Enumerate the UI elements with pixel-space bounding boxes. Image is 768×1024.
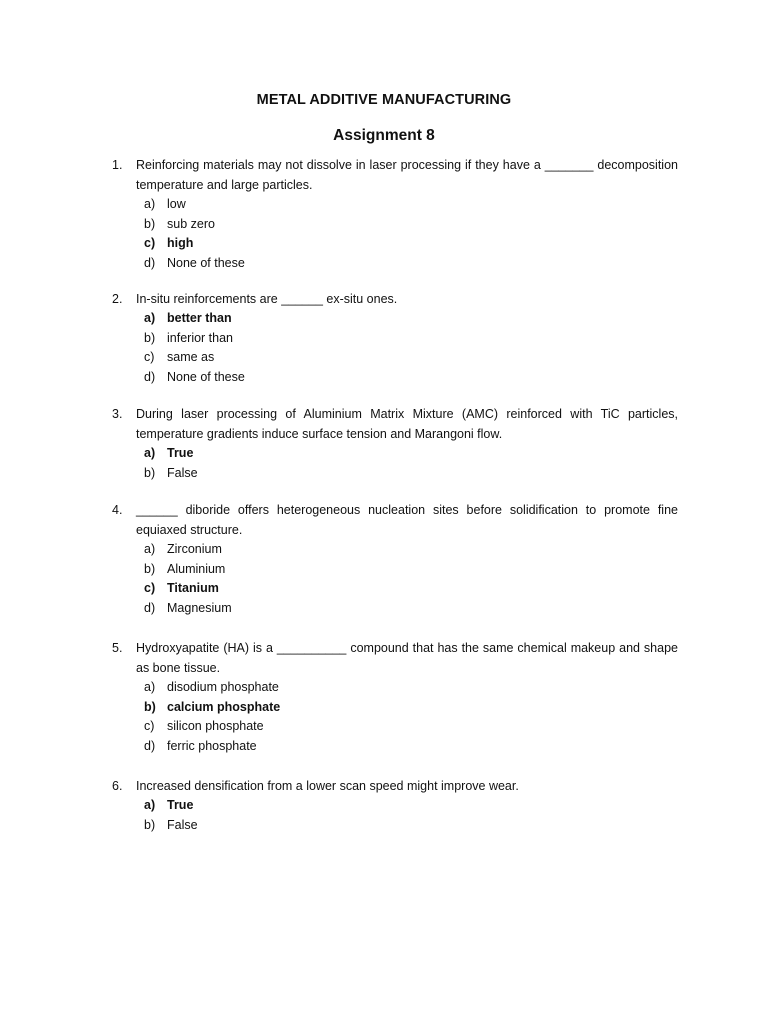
option-letter: d) <box>144 255 156 270</box>
answer-option <box>144 816 678 836</box>
option-text: True <box>167 446 194 460</box>
option-letter: b) <box>144 330 156 345</box>
option-text: False <box>167 817 198 832</box>
option-letter: a) <box>144 680 156 694</box>
answer-options <box>144 678 678 756</box>
question-item <box>112 404 678 483</box>
question-text: Hydroxyapatite (HA) is a __________ compound that has the same chemical makeup and shape as bone tissue. <box>136 641 678 675</box>
question-list <box>112 155 678 835</box>
option-text: True <box>167 798 194 812</box>
answer-option <box>144 540 678 560</box>
answer-option <box>144 195 678 215</box>
option-letter: c) <box>144 350 155 364</box>
question-number: 3. <box>112 407 123 421</box>
answer-option <box>144 678 678 698</box>
answer-options <box>144 195 678 273</box>
option-text: high <box>167 236 194 250</box>
option-letter: b) <box>144 216 156 231</box>
question-text: Increased densification from a lower scan speed might improve wear. <box>136 779 519 793</box>
answer-option <box>144 215 678 235</box>
question-item <box>112 289 678 387</box>
answer-option <box>144 254 678 274</box>
answer-option <box>144 737 678 757</box>
answer-option-correct <box>144 579 678 599</box>
option-letter: d) <box>144 369 156 384</box>
option-letter: b) <box>144 699 156 714</box>
option-letter: a) <box>144 798 156 812</box>
answer-option <box>144 717 678 737</box>
option-text: None of these <box>167 255 245 270</box>
question-text: During laser processing of Aluminium Matrix Mixture (AMC) reinforced with TiC particles, temperature gradients induce surface tension and Marangoni flow. <box>136 407 678 441</box>
option-letter: c) <box>144 236 156 250</box>
question-number: 1. <box>112 158 123 172</box>
answer-option <box>144 599 678 619</box>
option-text: Zirconium <box>167 542 222 556</box>
answer-option-correct <box>144 444 678 464</box>
option-letter: d) <box>144 738 156 753</box>
question-item <box>112 155 678 273</box>
answer-option-correct <box>144 309 678 329</box>
option-text: low <box>167 197 186 211</box>
question-number: 5. <box>112 641 123 655</box>
option-text: better than <box>167 311 232 325</box>
option-letter: c) <box>144 581 156 595</box>
option-text: silicon phosphate <box>167 719 264 733</box>
option-text: Aluminium <box>167 561 226 576</box>
option-text: sub zero <box>167 216 215 231</box>
answer-option-correct <box>144 234 678 254</box>
question-item <box>112 776 678 835</box>
option-letter: b) <box>144 465 156 480</box>
option-text: Magnesium <box>167 600 232 615</box>
answer-options <box>144 540 678 618</box>
option-letter: a) <box>144 311 156 325</box>
question-number: 2. <box>112 292 123 306</box>
option-text: inferior than <box>167 330 234 345</box>
answer-options <box>144 444 678 483</box>
answer-option <box>144 329 678 349</box>
question-number: 6. <box>112 779 123 793</box>
question-text: ______ diboride offers heterogeneous nucleation sites before solidification to promote fine equiaxed structure. <box>136 503 678 537</box>
option-letter: a) <box>144 197 156 211</box>
answer-option <box>144 368 678 388</box>
answer-option <box>144 560 678 580</box>
answer-options <box>144 309 678 387</box>
question-item <box>112 638 678 756</box>
option-letter: b) <box>144 817 156 832</box>
option-text: same as <box>167 350 215 364</box>
option-letter: a) <box>144 542 156 556</box>
option-text: None of these <box>167 369 245 384</box>
question-text: Reinforcing materials may not dissolve in laser processing if they have a _______ decomposition temperature and large particles. <box>136 158 678 192</box>
answer-option-correct <box>144 796 678 816</box>
question-text: In-situ reinforcements are ______ ex-situ ones. <box>136 292 398 306</box>
answer-option <box>144 348 678 368</box>
answer-option <box>144 464 678 484</box>
document-title: METAL ADDITIVE MANUFACTURING <box>256 92 512 108</box>
option-text: Titanium <box>167 581 219 595</box>
option-letter: d) <box>144 600 156 615</box>
question-item <box>112 500 678 618</box>
assignment-heading: Assignment 8 <box>333 127 435 144</box>
answer-option-correct <box>144 698 678 718</box>
option-text: False <box>167 465 198 480</box>
option-letter: a) <box>144 446 156 460</box>
option-letter: c) <box>144 719 155 733</box>
option-text: disodium phosphate <box>167 680 279 694</box>
option-letter: b) <box>144 561 156 576</box>
question-number: 4. <box>112 503 123 517</box>
answer-options <box>144 796 678 835</box>
option-text: ferric phosphate <box>167 738 257 753</box>
option-text: calcium phosphate <box>167 699 281 714</box>
